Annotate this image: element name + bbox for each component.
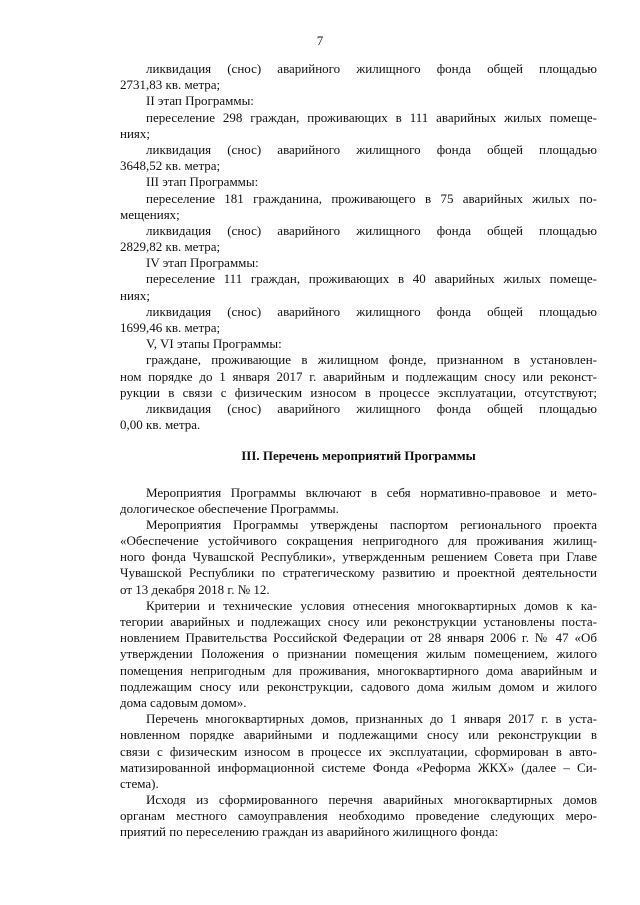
text-line: 1699,46 кв. метра; bbox=[120, 320, 221, 335]
text-line: ниях; bbox=[120, 287, 151, 303]
section-text-block bbox=[120, 485, 597, 841]
text-line: Мероприятия Программы утверждены паспортом регионального проекта bbox=[146, 516, 597, 532]
text-line: ликвидация (снос) аварийного жилищного фонда общей площадью bbox=[146, 222, 597, 238]
text-line: 0,00 кв. метра. bbox=[120, 417, 201, 433]
text-line: Критерии и технические условия отнесения многоквартирных домов к ка- bbox=[146, 597, 597, 613]
text-line: связи с физическим износом в процессе их эксплуатации, сформирован в авто- bbox=[120, 743, 597, 759]
text-line: переселение 181 гражданина, проживающего в 75 аварийных жилых по- bbox=[146, 190, 597, 206]
text-line: приятий по переселению граждан из аварийного жилищного фонда: bbox=[120, 824, 499, 840]
text-line: «Обеспечение устойчивого сокращения непригодного для проживания жилищ- bbox=[120, 533, 597, 549]
text-line: матизированной информационной системе Фонда «Реформа ЖКХ» (далее – Си- bbox=[120, 759, 597, 775]
text-line: переселение 111 граждан, проживающих в 40 аварийных жилых помеще- bbox=[146, 271, 597, 287]
text-line: мещениях; bbox=[120, 206, 180, 222]
program-stages-block bbox=[120, 61, 597, 433]
text-line: органам местного самоуправления необходимо проведение следующих меро- bbox=[120, 808, 597, 824]
text-line: дома садовым домом». bbox=[120, 694, 247, 710]
text-line: 2731,83 кв. метра; bbox=[120, 77, 221, 93]
text-line: 2829,82 кв. метра; bbox=[120, 239, 221, 255]
text-line: рукции в связи с физическим износом в процессе эксплуатации, отсутствуют; bbox=[120, 384, 597, 400]
page-number: 7 bbox=[316, 33, 324, 48]
text-line: ликвидация (снос) аварийного жилищного фонда общей площадью bbox=[146, 400, 597, 416]
text-line: V, VI этапы Программы: bbox=[146, 336, 282, 352]
document-body bbox=[120, 61, 597, 841]
text-line: ликвидация (снос) аварийного жилищного фонда общей площадью bbox=[146, 61, 597, 76]
text-line: II этап Программы: bbox=[146, 93, 254, 109]
text-line: ном порядке до 1 января 2017 г. аварийным и подлежащим сносу или реконст- bbox=[120, 368, 597, 384]
text-line: ликвидация (снос) аварийного жилищного фонда общей площадью bbox=[146, 141, 597, 157]
text-line: Перечень многоквартирных домов, признанных до 1 января 2017 г. в уста- bbox=[146, 711, 597, 727]
text-line: дологическое обеспечение Программы. bbox=[120, 500, 339, 516]
text-line: III этап Программы: bbox=[146, 174, 259, 190]
text-line: IV этап Программы: bbox=[146, 255, 259, 271]
text-line: стема). bbox=[120, 775, 159, 791]
text-line: переселение 298 граждан, проживающих в 111 аварийных жилых помеще- bbox=[146, 109, 597, 125]
text-line: ниях; bbox=[120, 125, 151, 141]
text-line: ного фонда Чувашской Республики», утвержденным решением Совета при Главе bbox=[120, 549, 597, 565]
text-line: Мероприятия Программы включают в себя нормативно-правовое и мето- bbox=[146, 484, 597, 500]
text-line: ликвидация (снос) аварийного жилищного фонда общей площадью bbox=[146, 303, 597, 319]
text-line: подлежащим сносу или реконструкции, садового дома жилым домом и жилого bbox=[120, 678, 597, 694]
text-line: граждане, проживающие в жилищном фонде, признанном в установлен- bbox=[146, 352, 597, 368]
text-line: помещения непригодным для проживания, многоквартирного дома аварийным и bbox=[120, 662, 597, 678]
text-line: Исходя из сформированного перечня аварийных многоквартирных домов bbox=[146, 792, 597, 808]
text-line: 3648,52 кв. метра; bbox=[120, 158, 221, 174]
text-line: новлением Правительства Российской Федерации от 28 января 2006 г. № 47 «Об bbox=[120, 630, 597, 646]
section-title: III. Перечень мероприятий Программы bbox=[241, 448, 476, 464]
text-line: тегории аварийных и подлежащих сносу или реконструкции установлены поста- bbox=[120, 614, 597, 629]
text-line: утверждении Положения о признании помещения жилым помещением, жилого bbox=[120, 646, 597, 662]
text-line: Чувашской Республики по стратегическому развитию и проектной деятельности bbox=[120, 565, 597, 581]
text-line: новленном порядке аварийными и подлежащими сносу или реконструкции в bbox=[120, 727, 597, 743]
text-line: от 13 декабря 2018 г. № 12. bbox=[120, 581, 270, 597]
